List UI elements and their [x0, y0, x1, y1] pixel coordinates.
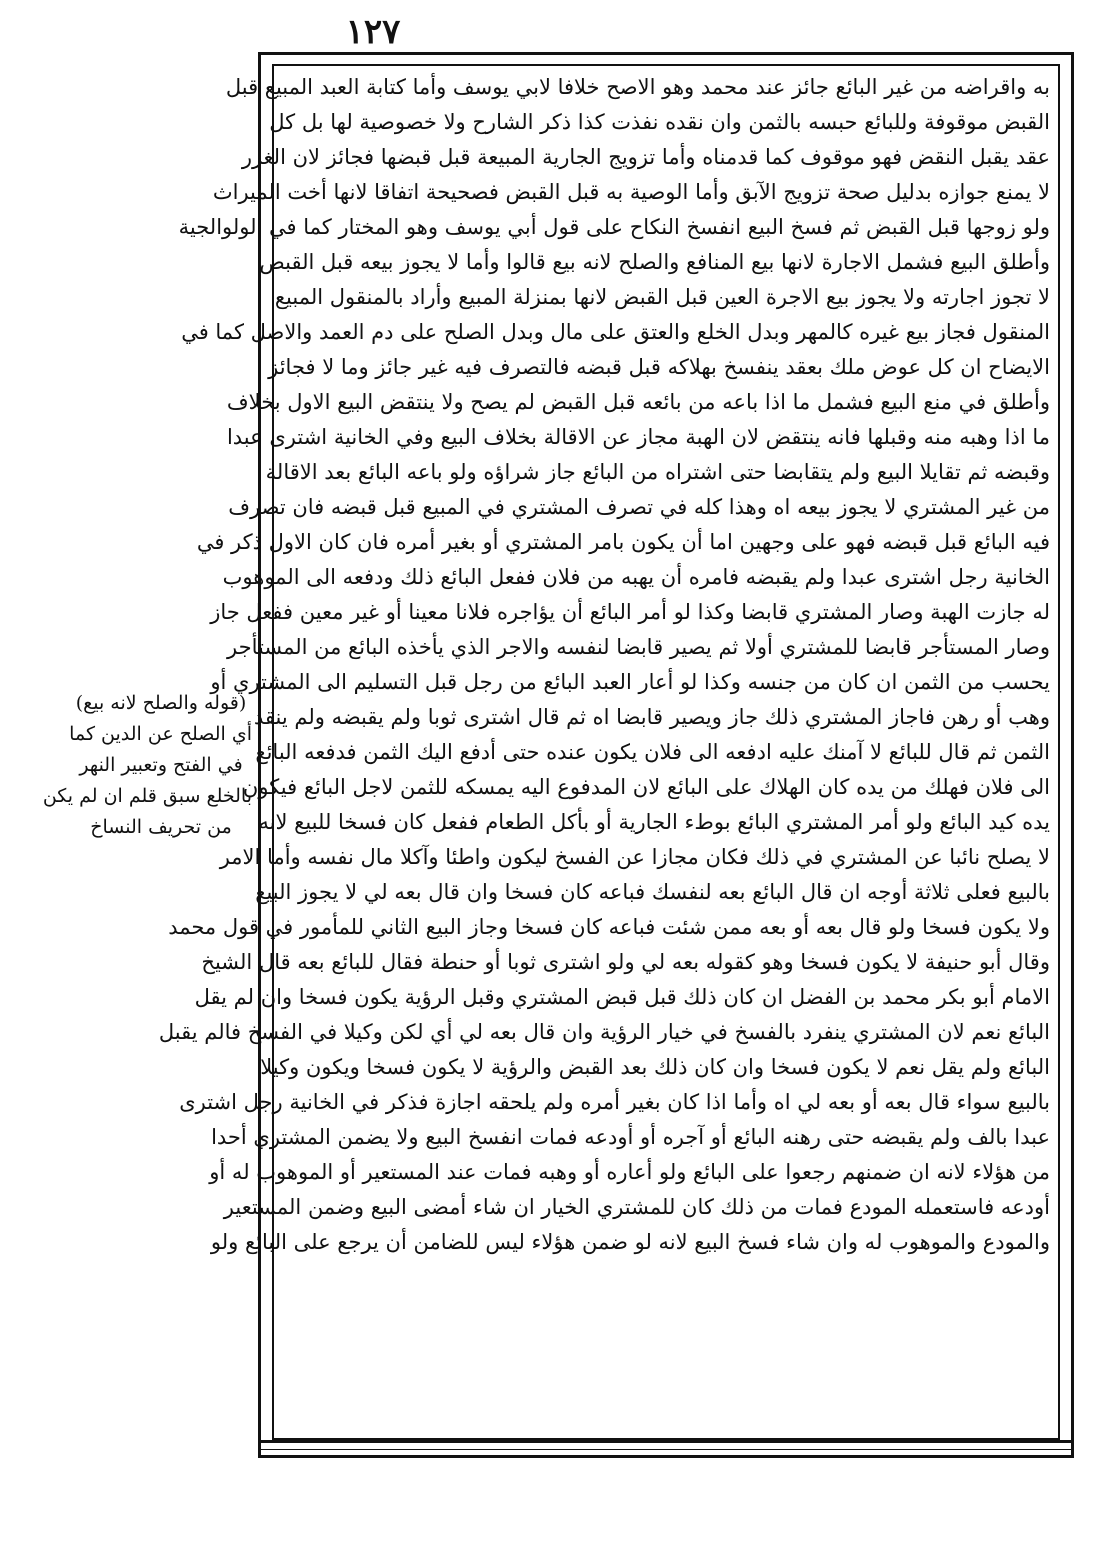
text-line: يحسب من الثمن ان كان من جنسه وكذا لو أعار العبد البائع من رجل قبل التسليم الى المشتري أو	[210, 670, 1050, 694]
margin-note-line: أي الصلح عن الدين كما	[69, 723, 252, 745]
text-line: من هؤلاء لانه ان ضمنهم رجعوا على البائع ولو أعاره أو وهبه فمات عند المستعير أو الموهوب له أو	[209, 1160, 1050, 1184]
text-line: وصار المستأجر قابضا للمشتري أولا ثم يصير قابضا لنفسه والاجر الذي يأخذه البائع من المستأجر	[227, 635, 1050, 659]
text-line: الخانية رجل اشترى عبدا ولم يقبضه فامره أن يهبه من فلان ففعل البائع ذلك ودفعه الى الموهوب	[222, 565, 1050, 589]
text-line: عبدا بالف ولم يقبضه حتى رهنه البائع أو آجره أو أودعه فمات انفسخ البيع ولا يضمن المشتري أحدا	[211, 1125, 1050, 1149]
text-line: من غير المشتري لا يجوز بيعه اه وهذا كله في تصرف المشتري في المبيع قبل قبضه فان تصرف	[228, 495, 1050, 519]
text-line: وهب أو رهن فاجاز المشتري ذلك جاز ويصير قابضا اه ثم قال اشترى ثوبا ولم يقبضه ولم ينقد	[253, 705, 1050, 729]
text-line: وقال أبو حنيفة لا يكون فسخا وهو كقوله بعه لي ولو اشترى ثوبا أو حنطة فقال للبائع بعه قال الشيخ	[201, 950, 1050, 974]
page-number: ١٢٧	[345, 12, 401, 52]
margin-note	[42, 688, 252, 843]
text-line: بالبيع سواء قال بعه أو بعه لي اه وأما اذا كان بغير أمره ولم يلحقه اجازة فذكر في الخانية رجل اشترى	[179, 1090, 1050, 1114]
margin-note-line: في الفتح وتعبير النهر	[79, 754, 243, 776]
text-line: يده كيد البائع ولو أمر المشتري البائع بوطء الجارية أو بأكل الطعام ففعل كان فسخا للبيع لانه	[258, 810, 1050, 834]
text-line: بالبيع فعلى ثلاثة أوجه ان قال البائع بعه لنفسك فباعه كان فسخا وان قال بعه لي لا يجوز البيع	[255, 880, 1050, 904]
text-line: وأطلق في منع البيع فشمل ما اذا باعه من بائعه قبل القبض لم يصح ولا ينتقض البيع الاول بخلاف	[226, 390, 1050, 414]
text-line: البائع ولم يقل نعم لا يكون فسخا وان كان ذلك بعد القبض والرؤية لا يكون فسخا ويكون وكيلا	[260, 1055, 1050, 1079]
text-line: وقبضه ثم تقايلا البيع ولم يتقابضا حتى اشتراه من البائع جاز شراؤه ولو باعه البائع بعد الاقالة	[265, 460, 1050, 484]
text-line: ولو زوجها قبل القبض ثم فسخ البيع انفسخ النكاح على قول أبي يوسف وهو المختار كما في الولوالجية	[178, 215, 1050, 239]
text-line: الى فلان فهلك من يده كان الهلاك على البائع لان المدفوع اليه يمسكه للثمن لاجل البائع فيكون	[242, 775, 1050, 799]
text-line: الايضاح ان كل عوض ملك بعقد ينفسخ بهلاكه قبل قبضه فالتصرف فيه غير جائز وما لا فجائز	[268, 355, 1050, 379]
text-line: به واقراضه من غير البائع جائز عند محمد وهو الاصح خلافا لابي يوسف وأما كتابة العبد المبيع قبل	[225, 75, 1050, 99]
text-line: البائع نعم لان المشتري ينفرد بالفسخ في خيار الرؤية وان قال بعه لي أي لكن وكيلا في الفسخ فالم يقبل	[158, 1020, 1050, 1044]
text-line: عقد يقبل النقض فهو موقوف كما قدمناه وأما تزويج الجارية المبيعة قبل قبضها فجائز لان الغرر	[241, 145, 1050, 169]
text-line: له جازت الهبة وصار المشتري قابضا وكذا لو أمر البائع أن يؤاجره فلانا معينا أو غير معين ففعل جاز	[210, 600, 1050, 624]
text-line: لا يمنع جوازه بدليل صحة تزويج الآبق وأما الوصية به قبل القبض فصحيحة اتفاقا لانها أخت الميراث	[212, 180, 1050, 204]
text-line: الامام أبو بكر محمد بن الفضل ان كان ذلك قبل قبض المشتري وقبل الرؤية يكون فسخا وان لم يقل	[194, 985, 1050, 1009]
text-line: القبض موقوفة وللبائع حبسه بالثمن وان نقده نفذت كذا ذكر الشارح ولا خصوصية لها بل كل	[269, 110, 1050, 134]
text-line: وأطلق البيع فشمل الاجارة لانها بيع المنافع والصلح لانه بيع قالوا وأما لا يجوز بيعه قبل القبض	[259, 250, 1050, 274]
margin-note-line: من تحريف النساخ	[90, 816, 232, 838]
text-line: والمودع والموهوب له وان شاء فسخ البيع لانه لو ضمن هؤلاء ليس للضامن أن يرجع على البائع ولو	[210, 1230, 1050, 1254]
text-line: أودعه فاستعمله المودع فمات من ذلك كان للمشتري الخيار ان شاء أمضى البيع وضمن المستعير	[223, 1195, 1050, 1219]
text-line: لا تجوز اجارته ولا يجوز بيع الاجرة العين قبل القبض لانها بمنزلة المبيع وأراد بالمنقول المبيع	[274, 285, 1050, 309]
margin-note-line: (قوله والصلح لانه بيع)	[75, 692, 247, 714]
margin-note-line: بالخلع سبق قلم ان لم يكن	[42, 785, 252, 807]
text-line: ما اذا وهبه منه وقبلها فانه ينتقض لان الهبة مجاز عن الاقالة بخلاف البيع وفي الخانية اشترى عبدا	[226, 425, 1050, 449]
bottom-rule	[258, 1440, 1074, 1450]
text-line: المنقول فجاز بيع غيره كالمهر وبدل الخلع والعتق على مال وبدل الصلح على دم العمد والاصل كما في	[181, 320, 1050, 344]
text-line: الثمن ثم قال للبائع لا آمنك عليه ادفعه الى فلان يكون عنده حتى أدفع اليك الثمن فدفعه البائع	[255, 740, 1050, 764]
text-line: فيه البائع قبل قبضه فهو على وجهين اما أن يكون بامر المشتري أو بغير أمره فان كان الاول ذكر في	[196, 530, 1050, 554]
text-line: ولا يكون فسخا ولو قال بعه أو بعه ممن شئت فباعه كان فسخا وجاز البيع الثاني للمأمور في قول محمد	[168, 915, 1050, 939]
text-line: لا يصلح نائبا عن المشتري في ذلك فكان مجازا عن الفسخ ليكون واطئا وآكلا مال نفسه وأما الامر	[219, 845, 1050, 869]
